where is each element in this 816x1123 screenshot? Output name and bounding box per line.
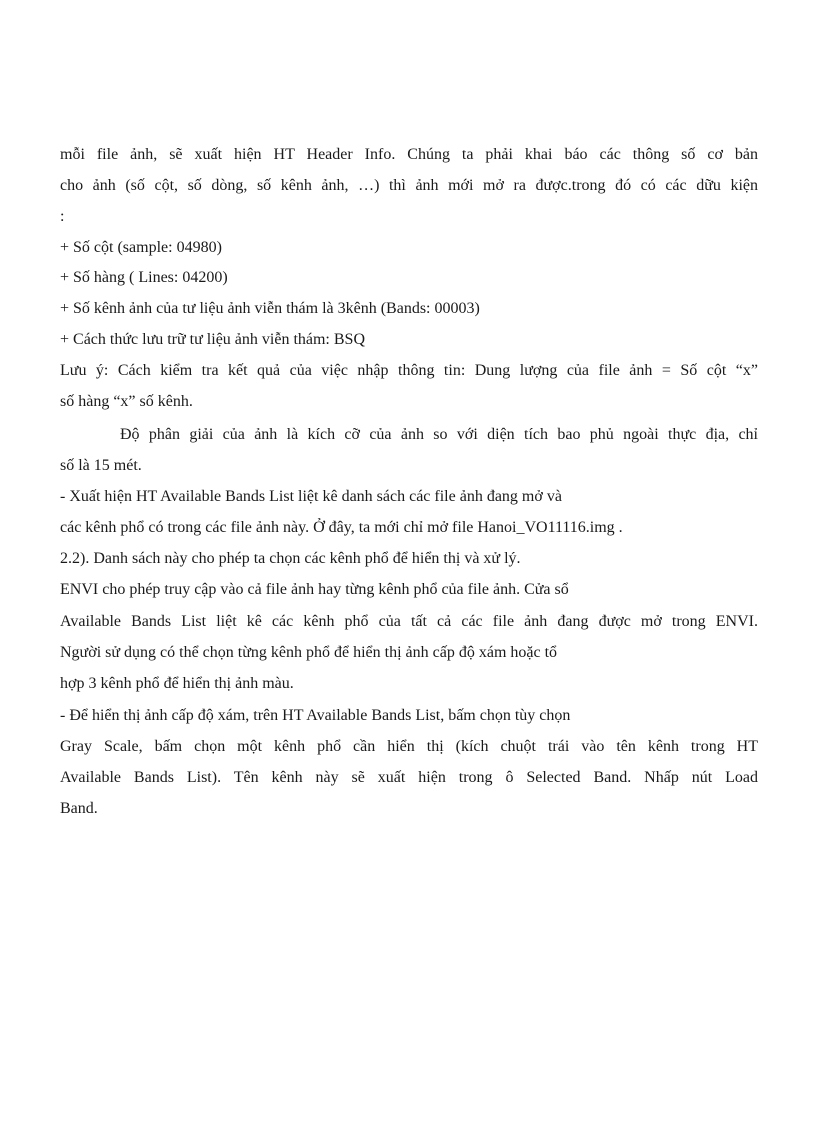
text-line: Available Bands List). Tên kênh này sẽ xuất hiện trong ô Selected Band. Nhấp nút Load: [60, 769, 758, 786]
text-line: Độ phân giải của ảnh là kích cỡ của ảnh so với diện tích bao phủ ngoài thực địa, chỉ: [120, 426, 758, 443]
text-line: số là 15 mét.: [60, 457, 142, 474]
text-line: + Số hàng ( Lines: 04200): [60, 269, 228, 286]
text-line: số hàng “x” số kênh.: [60, 393, 193, 410]
text-line: + Số cột (sample: 04980): [60, 239, 222, 256]
text-line: Người sử dụng có thể chọn từng kênh phổ để hiển thị ảnh cấp độ xám hoặc tổ: [60, 644, 558, 661]
text-line: - Xuất hiện HT Available Bands List liệt kê danh sách các file ảnh đang mở và: [60, 488, 562, 505]
text-line: mỗi file ảnh, sẽ xuất hiện HT Header Info. Chúng ta phải khai báo các thông số cơ bản: [60, 146, 758, 163]
text-line: Band.: [60, 800, 98, 817]
text-line: ENVI cho phép truy cập vào cả file ảnh hay từng kênh phổ của file ảnh. Cửa sổ: [60, 581, 569, 598]
text-line: Available Bands List liệt kê các kênh phổ của tất cả các file ảnh đang được mở trong ENVI.: [60, 613, 758, 630]
text-line: Lưu ý: Cách kiểm tra kết quả của việc nhập thông tin: Dung lượng của file ảnh = Số cột “x”: [60, 362, 758, 379]
text-line: :: [60, 208, 65, 225]
text-line: - Để hiển thị ảnh cấp độ xám, trên HT Available Bands List, bấm chọn tùy chọn: [60, 707, 571, 724]
text-line: hợp 3 kênh phổ để hiển thị ảnh màu.: [60, 675, 294, 692]
text-line: + Cách thức lưu trữ tư liệu ảnh viễn thám: BSQ: [60, 331, 365, 348]
text-line: cho ảnh (số cột, số dòng, số kênh ảnh, …) thì ảnh mới mở ra được.trong đó có các dữu kiện: [60, 177, 758, 194]
text-line: Gray Scale, bấm chọn một kênh phổ cần hiển thị (kích chuột trái vào tên kênh trong HT: [60, 738, 758, 755]
text-line: + Số kênh ảnh của tư liệu ảnh viễn thám là 3kênh (Bands: 00003): [60, 300, 480, 317]
text-line: 2.2). Danh sách này cho phép ta chọn các kênh phổ để hiển thị và xử lý.: [60, 550, 521, 567]
text-line: các kênh phổ có trong các file ảnh này. Ở đây, ta mới chỉ mở file Hanoi_VO11116.img .: [60, 519, 623, 536]
